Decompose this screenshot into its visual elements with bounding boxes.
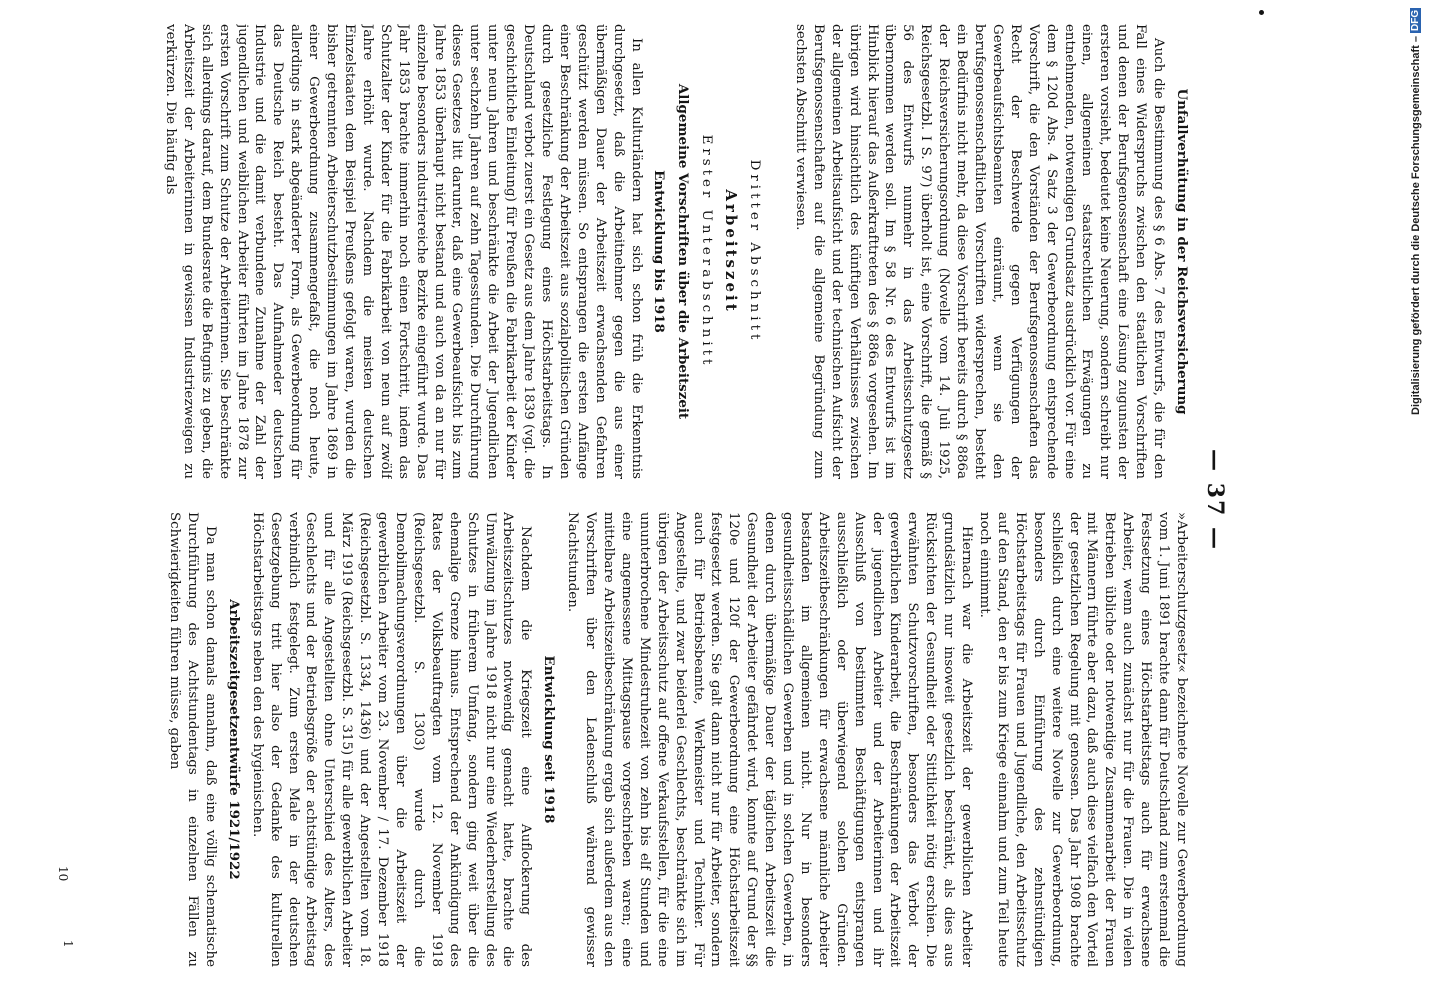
dfg-logo: DFG — [1410, 10, 1421, 32]
margin-mark: 1 — [61, 940, 75, 948]
section-subject: Arbeitszeit — [722, 189, 741, 314]
paragraph: Hiernach war die Arbeitszeit der gewerblichen Arbeiter grundsätzlich nur insoweit gesetzlich beschränkt, als dies aus Rücksichten der Gesundheit oder Sittlichkeit nötig erschien. Die erwähnten Schutzvorschriften, besonders das Verbot der gewerblichen Kinderarbeit, die Beschränkungen der Arbeitszeit der jugendlichen Arbeiter und der Arbeiterinnen und ihr Ausschluß von bestimmten Beschäftigungen entsprangen ausschließlich oder überwiegend solchen Gründen. Arbeitszeitbeschränkungen für erwachsene männliche Arbeiter bestanden im allgemeinen nicht. Nur in besonders gesundheitsschädlichen Gewerben und in solchen Gewerben, in denen durch übermäßige Dauer der täglichen Arbeitszeit die Gesundheit der Arbeiter gefährdet wird, konnte auf Grund der §§ 120e und 120f der Gewerbeordnung eine Höchstarbeitszeit festgesetzt werden. Sie galt dann nicht nur für Arbeiter, sondern auch für Betriebsbeamte, Werkmeister und Techniker. Für Angestellte, und zwar beiderlei Geschlechts, beschränkte sich im übrigen der Arbeitsschutz auf offene Verkaufsstellen, für die eine ununterbrochene Mindestruhezeit von zehn bis elf Stunden und eine angemessene Mittagspause vorgeschrieben waren; eine mittelbare Arbeitszeitbeschränkung ergab sich außerdem aus den Vorschriften über den Ladenschluß während gewisser Nachtstunden. — [565, 512, 975, 967]
heading-unfallverhuetung: Unfallverhütung in der Reichsversicherung — [1174, 88, 1190, 415]
subsection-title: Erster Unterabschnitt — [699, 134, 715, 369]
page-number: — 37 — — [1202, 449, 1228, 551]
subheading-bis-1918: Entwicklung bis 1918 — [651, 170, 668, 333]
paragraph: Auch die Bestimmung des § 6 Abs. 7 des Entwurfs, die für den Fall eines Widerspruchs zwischen den staatlichen Vorschriften und denen der Berufsgenossenschaft eine Lösung zugunsten der ersteren vorsieht, bedeutet keine Neuerung, sondern schreibt nur einen, allgemeinen staatsrechtlichen Erwägungen zu entnehmenden, notwendigen Grundsatz ausdrücklich vor. Für eine dem § 120d Abs. 4 Satz 3 der Gewerbeordnung entsprechende Vorschrift, die den Vorständen der Berufsgenossenschaften das Recht der Beschwerde gegen Verfügungen der Gewerbeaufsichtsbeamten einräumt, wenn sie den berufsgenossenschaftlichen Vorschriften widersprechen, besteht ein Bedürfnis nicht mehr, da diese Vorschrift bereits durch § 886a der Reichsversicherungsordnung (Novelle vom 14. Juli 1925, Reichsgesetzbl. I S. 97) überholt ist, eine Vorschrift, die gemäß § 56 des Entwurfs nunmehr in das Arbeitsschutzgesetz übernommen werden soll. Im § 58 Nr. 6 des Entwurfs ist im Hinblick hierauf das Außerkrafttreten des § 886a vorgesehen. Im übrigen wird hinsichtlich des künftigen Verhältnisses zwischen der allgemeinen Arbeitsaufsicht und der technischen Aufsicht der Berufsgenossenschaften auf die allgemeine Begründung zum sechsten Abschnitt verwiesen. — [792, 24, 1167, 479]
section-title: Dritter Abschnitt — [747, 159, 763, 344]
paragraph: Nachdem die Kriegszeit eine Auflockerung des Arbeitszeitschutzes notwendig gemacht hatte, brachte die Umwälzung im Jahre 1918 nicht nur eine Wiederherstellung des Schutzes in früherem Umfang, sondern ging weit über die ehemalige Grenze hinaus. Entsprechend der Ankündigung des Rates der Volksbeauftragten vom 12. November 1918 (Reichsgesetzbl. S. 1303) wurde durch die Demobilmachungsverordnungen über die Arbeitszeit der gewerblichen Arbeiter vom 23. November / 17. Dezember 1918 (Reichsgesetzbl. S. 1334, 1436) und der Angestellten vom 18. März 1919 (Reichsgesetzbl. S. 315) für alle gewerblichen Arbeiter und für alle Angestellten ohne Unterschied des Alters, des Geschlechts und der Betriebsgröße der achtstündige Arbeitstag verbindlich festgelegt. Zum ersten Male in der deutschen Gesetzgebung tritt hier also der Gedanke des kulturellen Höchstarbeitstags neben den des hygienischen. — [249, 512, 534, 967]
digitization-credit — [1410, 8, 1426, 998]
spacer — [769, 24, 791, 479]
heading-seit-1918: Entwicklung seit 1918 — [541, 655, 558, 824]
subsection-subject: Allgemeine Vorschriften über die Arbeitszeit — [675, 83, 692, 420]
left-column — [10, 24, 1190, 479]
paragraph: »Arbeiterschutzgesetz« bezeichnete Novelle zur Gewerbeordnung vom 1. Juni 1891 brachte dann für Deutschland zum erstenmal die Festsetzung eines Höchstarbeitstags auch für erwachsene Arbeiter, wenn auch zunächst nur für die Frauen. Die in vielen Betrieben übliche oder notwendige Zusammenarbeit der Frauen mit Männern führte aber dazu, daß auch diese vielfach den Vorteil der gesetzlichen Regelung mit genossen. Das Jahr 1908 brachte schließlich durch eine weitere Novelle zur Gewerbeordnung, besonders durch Einführung des zehnstündigen Höchstarbeitstags für Frauen und Jugendliche, den Arbeitsschutz auf den Stand, den er bis zum Kriege einnahm und zum Teil heute noch einnimmt. — [977, 512, 1189, 967]
margin-dot — [1259, 10, 1264, 15]
right-column — [10, 512, 1190, 967]
paragraph: Da man schon damals annahm, daß eine völlig schematische Durchführung des Achtstundentags in einzelnen Fällen zu Schwierigkeiten führen müsse, gaben — [167, 512, 218, 967]
credit-text: Digitalisierung gefördert durch die Deutsche Forschungsgemeinschaft – — [1410, 36, 1422, 416]
paragraph: In allen Kulturländern hat sich schon früh die Erkenntnis durchgesetzt, daß die Arbeitnehmer gegen die aus einer übermäßigen Dauer der Arbeitszeit erwachsenden Gefahren geschützt werden müssen. So entsprangen die ersten Anfänge einer Beschränkung der Arbeitszeit aus sozialpolitischen Gründen durch gesetzliche Festlegung eines Höchstarbeitstags. In Deutschland verbot zuerst ein Gesetz aus dem Jahre 1839 (vgl. die geschichtliche Einleitung) für Preußen die Fabrikarbeit der Kinder unter neun Jahren und beschränkte die Arbeit der Jugendlichen unter sechzehn Jahren auf zehn Tagesstunden. Die Durchführung dieses Gesetzes litt darunter, daß eine Gewerbeaufsicht bis zum Jahre 1853 überhaupt nicht bestand und auch von da an nur für einzelne besonders industriereiche Bezirke eingeführt wurde. Das Jahr 1853 brachte immerhin noch einen Fortschritt, indem das Schutzalter der Kinder für die Fabrikarbeit von neun auf zwölf Jahre erhöht wurde. Nachdem die meisten deutschen Einzelstaaten dem Beispiel Preußens gefolgt waren, wurden die bisher getrennten Arbeiterschutzbestimmungen im Jahre 1869 in einer Gewerbeordnung zusammengefaßt, die noch heute, allerdings in stark abgeänderter Form, als Gewerbeordnung für das Deutsche Reich besteht. Das Aufnahmeder deutschen Industrie und die damit verbundene Zunahme der Zahl der jugendlichen und weiblichen Arbeiter führten im Jahre 1878 zur ersten Vorschrift zum Schutze der Arbeiterinnen. Sie beschränkte sich allerdings darauf, dem Bundesrate die Befugnis zu geben, die Arbeitszeit der Arbeiterinnen in gewissen Industriezweigen zu verkürzen. Die häufig als — [162, 24, 644, 479]
heading-entwuerfe-1921-1922: Arbeitszeitgesetzentwürfe 1921/1922 — [225, 599, 242, 880]
folio-number: 10 — [56, 866, 70, 882]
